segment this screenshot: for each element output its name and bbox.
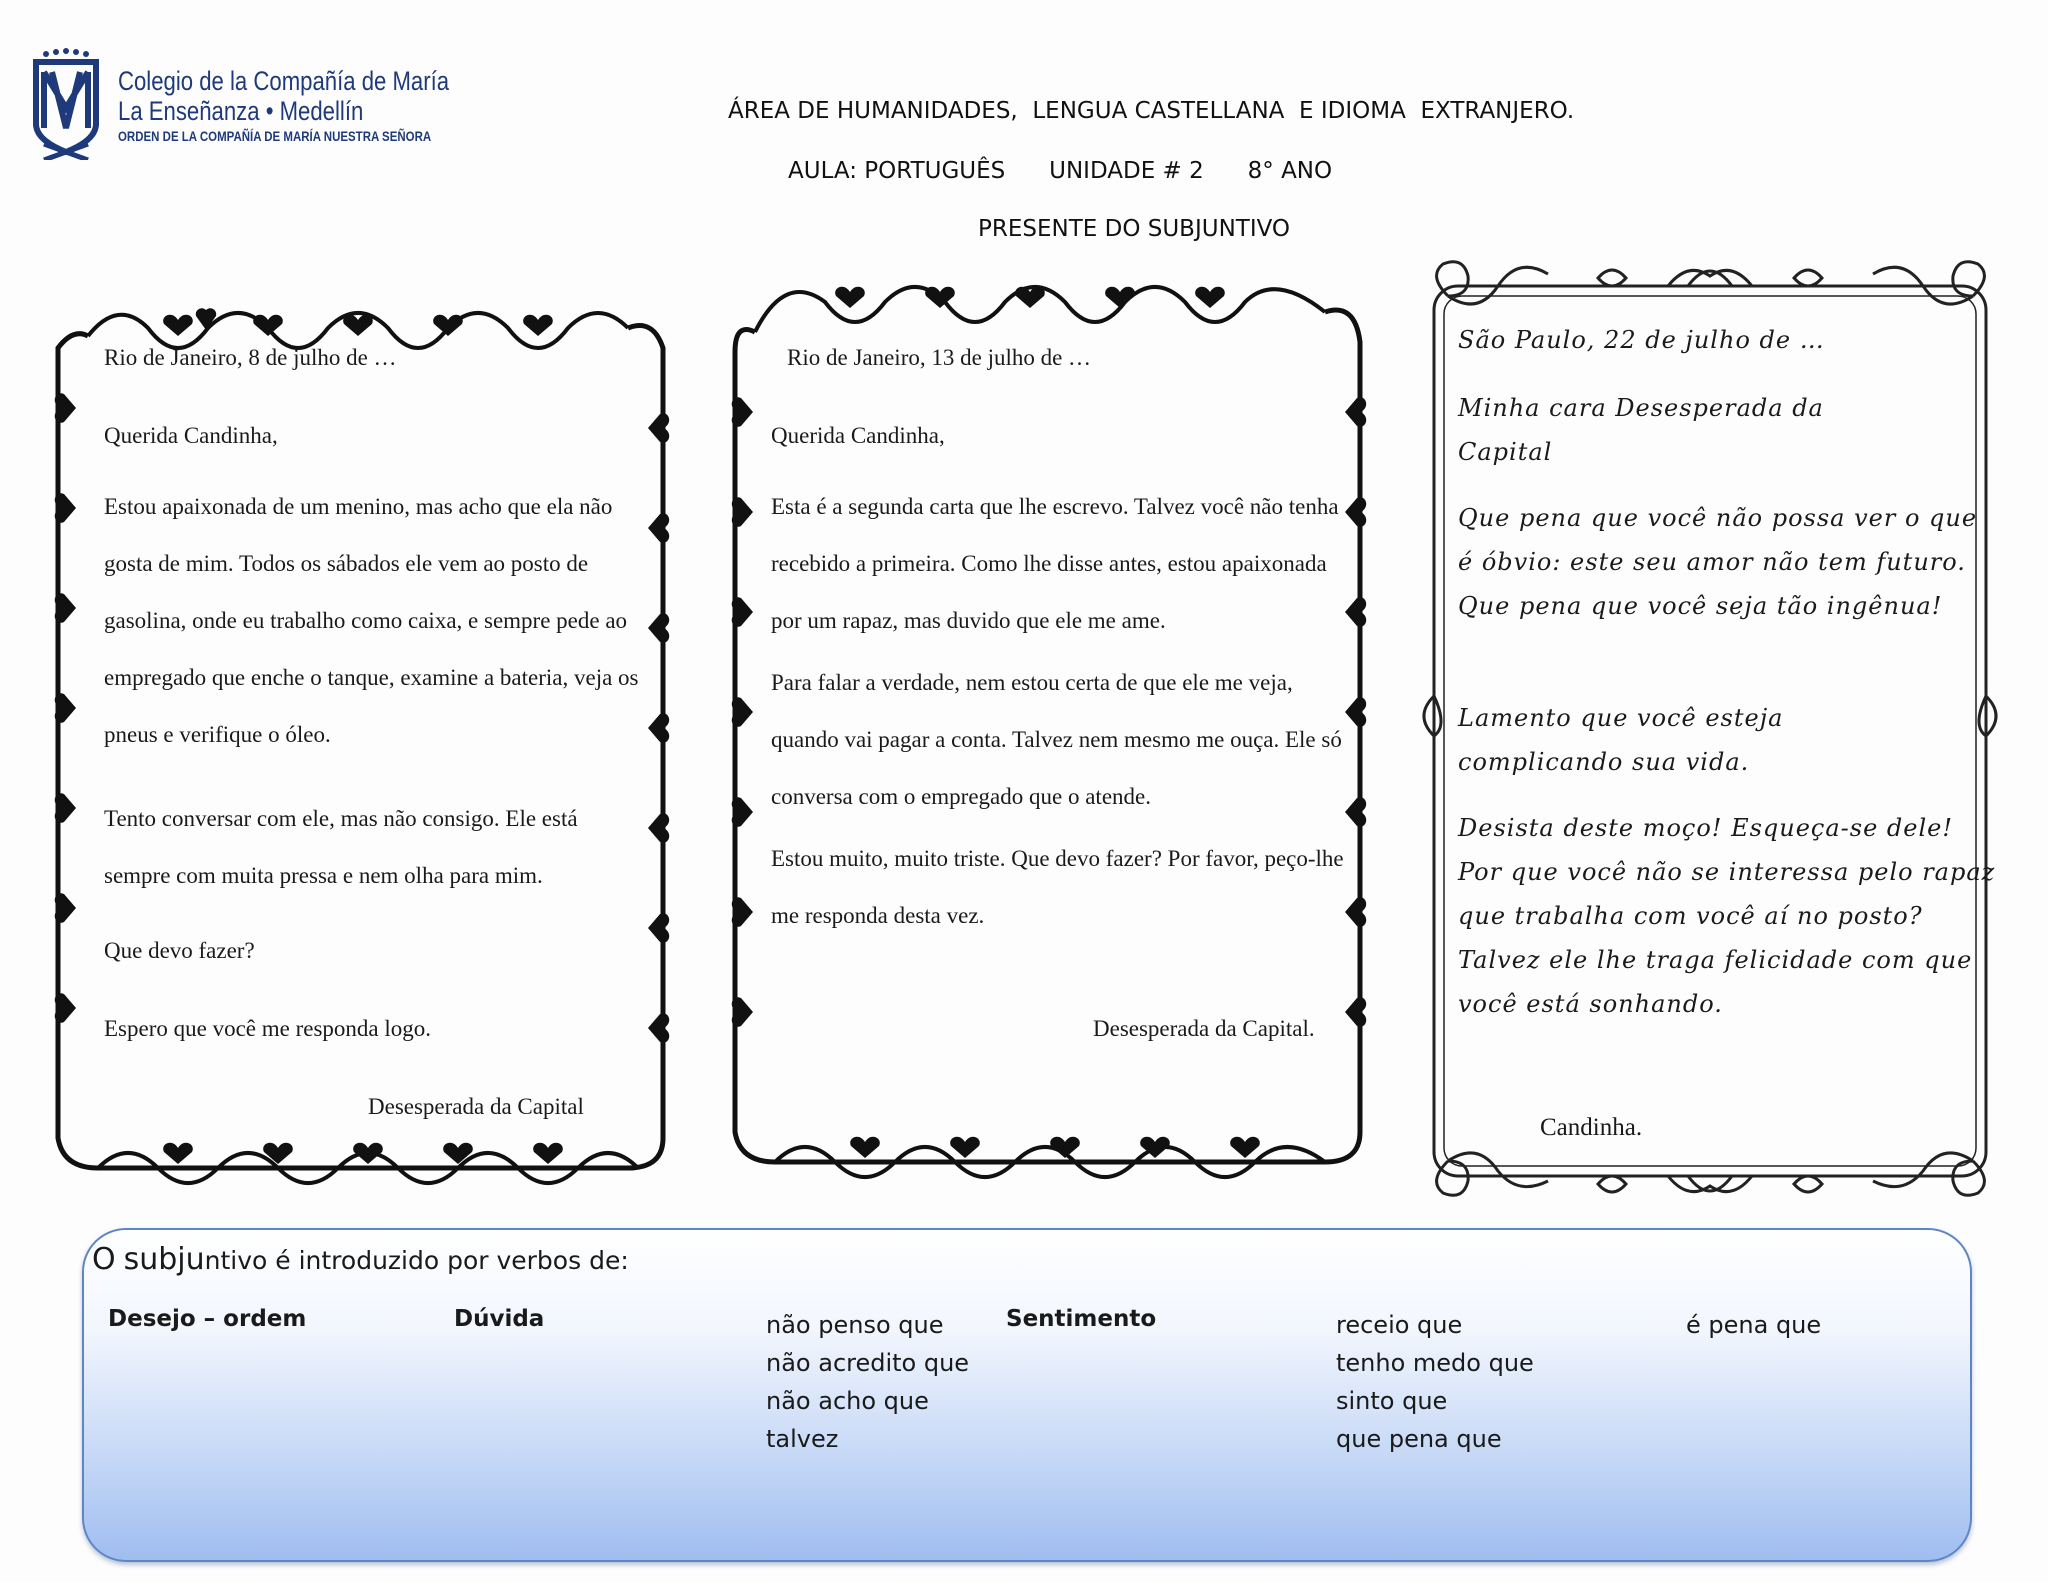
category-duvida: Dúvida <box>454 1306 545 1332</box>
letter-1-paragraph-2: Tento conversar com ele, mas não consigo. Ele está sempre com muita pressa e nem olha para mim. <box>104 806 578 888</box>
subjunctive-info-box <box>82 1228 1972 1562</box>
logo-line-3: ORDEN DE LA COMPAÑÍA DE MARÍA NUESTRA SEÑORA <box>118 128 432 144</box>
letter-3-paragraph-2: Lamento que você esteja complicando sua vida. <box>1458 704 1784 776</box>
logo-line-2: La Enseñanza • Medellín <box>118 96 364 126</box>
letter-2 <box>715 262 1385 1198</box>
extra-expression: é pena que <box>1686 1311 1822 1339</box>
sentimento-item: tenho medo que <box>1336 1349 1534 1377</box>
category-sentimento: Sentimento <box>1006 1306 1157 1332</box>
intro-subju: subju <box>123 1242 205 1277</box>
letter-1 <box>38 288 683 1198</box>
school-logo <box>30 48 450 168</box>
letter-1-date: Rio de Janeiro, 8 de julho de … <box>104 345 397 370</box>
letter-3-greeting: Minha cara Desesperada da Capital <box>1458 394 1824 466</box>
letter-1-paragraph-4: Espero que você me responda logo. <box>104 1016 432 1041</box>
subjunctive-intro <box>92 1242 629 1277</box>
sentimento-item: sinto que <box>1336 1387 1448 1415</box>
letter-3-date: São Paulo, 22 de julho de … <box>1458 326 1825 354</box>
intro-rest: ntivo é introduzido por verbos de: <box>204 1246 629 1275</box>
area-heading: ÁREA DE HUMANIDADES, LENGUA CASTELLANA E IDIOMA EXTRANJERO. <box>728 98 1575 124</box>
topic-heading: PRESENTE DO SUBJUNTIVO <box>978 216 1291 242</box>
duvida-item: talvez <box>766 1425 839 1453</box>
sentimento-list <box>1336 1306 1534 1458</box>
class-heading: AULA: PORTUGUÊS UNIDADE # 2 8° ANO <box>788 158 1333 184</box>
duvida-item: não penso que <box>766 1311 944 1339</box>
letter-2-paragraph-3: Estou muito, muito triste. Que devo fazer? Por favor, peço-lhe me responda desta vez. <box>771 846 1344 928</box>
letter-3-signature: Candinha. <box>1540 1114 1643 1141</box>
intro-o: O <box>92 1242 116 1277</box>
logo-line-1: Colegio de la Compañía de María <box>118 66 450 96</box>
crest-icon <box>30 48 110 160</box>
letter-2-date: Rio de Janeiro, 13 de julho de … <box>787 345 1092 370</box>
letter-3-paragraph-1: Que pena que você não possa ver o que é óbvio: este seu amor não tem futuro. Que pena que você seja tão ingênua! <box>1458 504 1978 620</box>
letter-3 <box>1418 256 2003 1201</box>
letter-1-paragraph-1: Estou apaixonada de um menino, mas acho que ela não gosta de mim. Todos os sábados ele vem ao posto de gasolina, onde eu trabalho como caixa, e sempre pede ao empregado que enche o tanque, examine a bateria, veja os pneus e verifique o óleo. <box>104 494 639 747</box>
duvida-list <box>766 1306 969 1458</box>
letter-1-greeting: Querida Candinha, <box>104 423 278 448</box>
duvida-item: não acredito que <box>766 1349 970 1377</box>
letter-1-paragraph-3: Que devo fazer? <box>104 938 255 963</box>
letter-2-signature: Desesperada da Capital. <box>1093 1016 1315 1041</box>
letter-2-greeting: Querida Candinha, <box>771 423 945 448</box>
letter-3-paragraph-3: Desista deste moço! Esqueça-se dele! Por que você não se interessa pelo rapaz que trabalha com você aí no posto? Talvez ele lhe traga felicidade com que você está sonhando. <box>1458 814 1996 1018</box>
letter-1-signature: Desesperada da Capital <box>368 1094 584 1119</box>
sentimento-item: que pena que <box>1336 1425 1502 1453</box>
letter-2-paragraph-1: Esta é a segunda carta que lhe escrevo. Talvez você não tenha recebido a primeira. Como lhe disse antes, estou apaixonada por um rapaz, mas duvido que ele me ame. <box>771 494 1339 633</box>
sentimento-item: receio que <box>1336 1311 1463 1339</box>
duvida-item: não acho que <box>766 1387 929 1415</box>
letter-2-paragraph-2: Para falar a verdade, nem estou certa de que ele me veja, quando vai pagar a conta. Talvez nem mesmo me ouça. Ele só conversa com o empregado que o atende. <box>771 670 1342 809</box>
category-desejo: Desejo – ordem <box>108 1306 307 1332</box>
